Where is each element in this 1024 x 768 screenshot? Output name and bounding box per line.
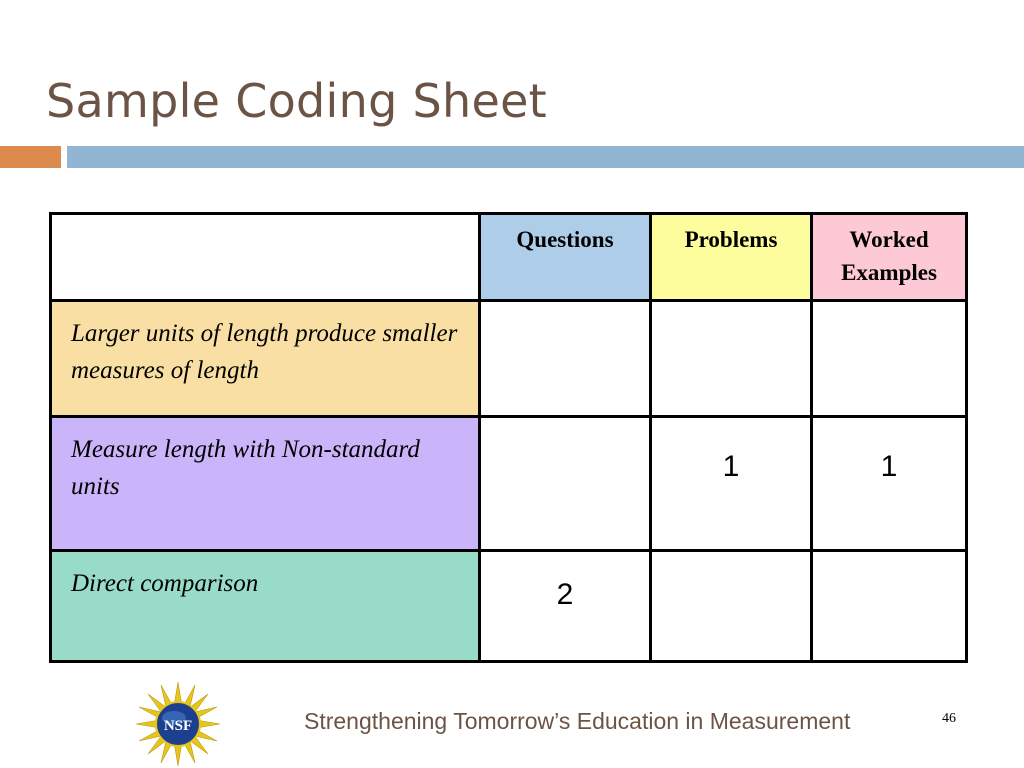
- cell-problems: [651, 551, 812, 662]
- table-row: [51, 417, 967, 551]
- row-label: Larger units of length produce smaller measures of length: [51, 301, 480, 417]
- row-label: Measure length with Non-standard units: [51, 417, 480, 551]
- nsf-logo-icon: [134, 680, 222, 768]
- cell-worked-examples: 1: [812, 417, 967, 551]
- header-questions: Questions: [480, 214, 651, 301]
- header-empty-cell: [51, 214, 480, 301]
- footer-text: Strengthening Tomorrow’s Education in Measurement: [304, 708, 851, 734]
- row-label: Direct comparison: [51, 551, 480, 662]
- cell-problems: [651, 301, 812, 417]
- coding-sheet-table: [49, 212, 968, 663]
- page-number: 46: [942, 711, 956, 726]
- accent-bar-orange: [0, 146, 61, 168]
- header-worked-examples: Worked Examples: [812, 214, 967, 301]
- table-row: [51, 551, 967, 662]
- cell-worked-examples: [812, 301, 967, 417]
- cell-questions: [480, 417, 651, 551]
- table-header-row: [51, 214, 967, 301]
- cell-worked-examples: [812, 551, 967, 662]
- cell-questions: 2: [480, 551, 651, 662]
- accent-bar-blue: [67, 146, 1024, 168]
- slide-title: Sample Coding Sheet: [46, 74, 548, 128]
- cell-problems: 1: [651, 417, 812, 551]
- logo-text: NSF: [163, 718, 193, 734]
- header-problems: Problems: [651, 214, 812, 301]
- table-row: [51, 301, 967, 417]
- cell-questions: [480, 301, 651, 417]
